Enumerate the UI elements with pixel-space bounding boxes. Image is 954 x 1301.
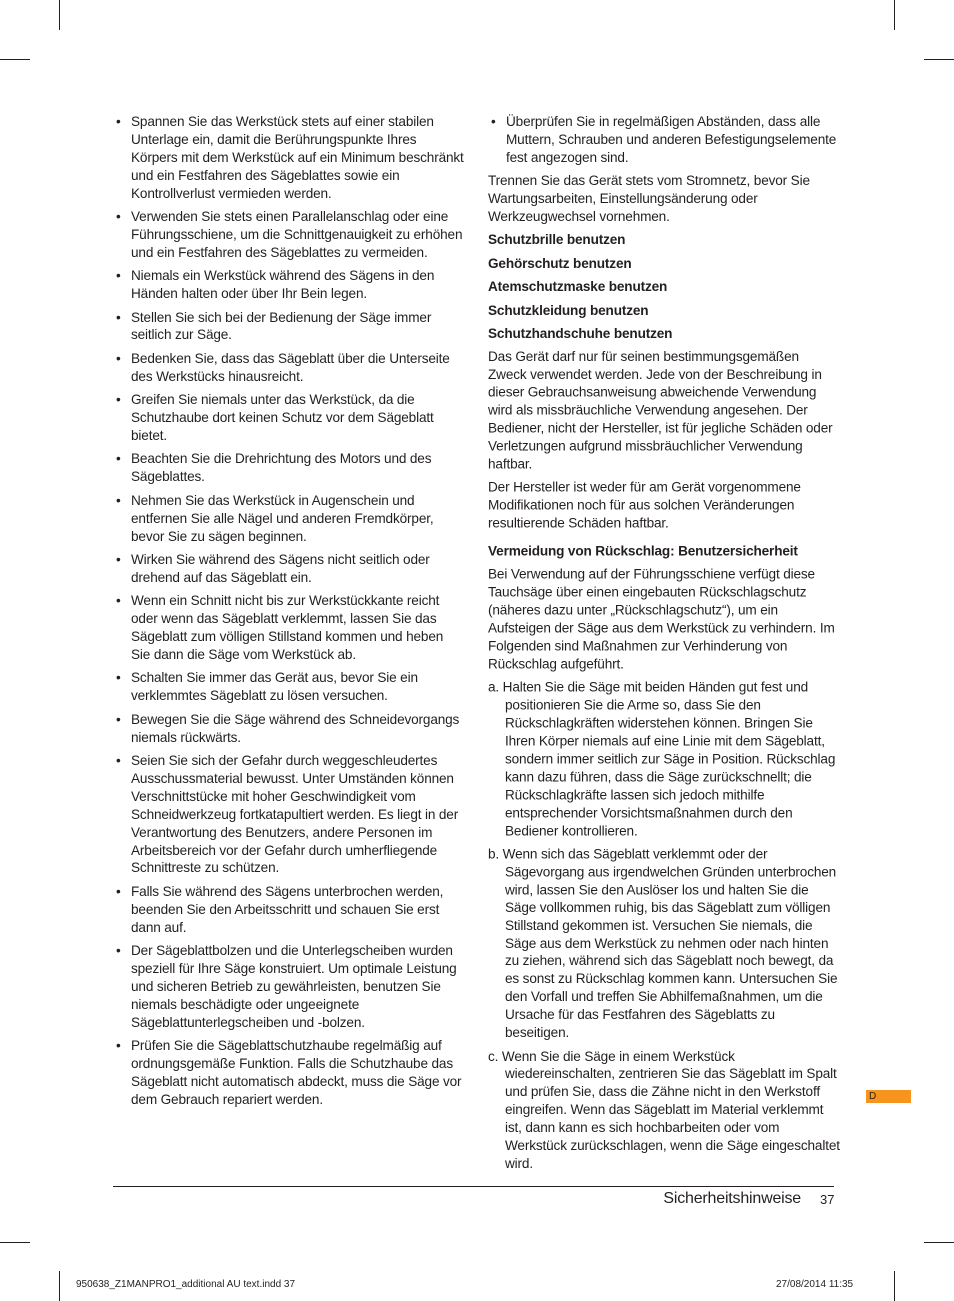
- crop-mark: [924, 1242, 954, 1243]
- crop-mark: [59, 0, 60, 30]
- list-item: • Seien Sie sich der Gefahr durch weggeschleudertes Ausschussmaterial bewusst. Unter Umständen können Verschnittstücke mit hoher Geschwindigkeit vom Schneidwerkzeug fortkatapultiert werden. Es liegt in der Verantwortung des Benutzers, andere Personen im Arbeitsbereich vor der Gefahr durch umherfliegende Schnittreste zu schützen.: [113, 752, 465, 877]
- safety-bullet-list: [113, 113, 465, 1109]
- print-slug-date: 27/08/2014 11:35: [776, 1279, 854, 1290]
- crop-mark: [0, 1242, 30, 1243]
- list-item: • Beachten Sie die Drehrichtung des Motors und des Sägeblattes.: [113, 450, 465, 486]
- kickback-item-a: a. Halten Sie die Säge mit beiden Händen gut fest und positionieren Sie die Arme so, dass Sie den Rückschlagkräften widerstehen können. Bringen Sie Ihren Körper niemals auf eine Linie mit dem Sägeblatt, sondern immer seitlich zur Säge in Position. Rückschlag kann dazu führen, dass die Säge zurückschnellt; die Rückschlagkräfte lassen sich jedoch mithilfe entsprechender Vorsichtsmaßnahmen durch den Bediener kontrollieren.: [488, 679, 836, 838]
- crop-mark: [924, 59, 954, 60]
- heading-dust-mask: Atemschutzmaske benutzen: [488, 279, 668, 295]
- crop-mark: [0, 59, 30, 60]
- list-item: • Stellen Sie sich bei der Bedienung der Säge immer seitlich zur Säge.: [113, 309, 465, 345]
- list-item: • Bewegen Sie die Säge während des Schneidevorgangs niemals rückwärts.: [113, 711, 465, 747]
- language-tab: D: [866, 1090, 911, 1103]
- footer-section-title: Sicherheitshinweise: [663, 1190, 801, 1207]
- list-item: • Überprüfen Sie in regelmäßigen Abständen, dass alle Muttern, Schrauben und anderen Befestigungselemente fest angezogen sind.: [488, 113, 840, 167]
- heading-protective-gloves: Schutzhandschuhe benutzen: [488, 325, 673, 341]
- footer-divider: [113, 1186, 834, 1187]
- heading-kickback: Vermeidung von Rückschlag: Benutzersicherheit: [488, 543, 798, 559]
- maintenance-bullet-list: [488, 113, 840, 167]
- kickback-item-c: c. Wenn Sie die Säge in einem Werkstück wiedereinschalten, zentrieren Sie das Sägeblatt im Spalt und prüfen Sie, dass die Zähne nicht in den Werkstoff eingreifen. Wenn das Sägeblatt im Material verklemmt ist, dann kann es sich hochbarbeiten oder vom Werkstück zurückschlagen, wenn die Säge eingeschaltet wird.: [488, 1048, 840, 1171]
- list-item: • Prüfen Sie die Sägeblattschutzhaube regelmäßig auf ordnungsgemäße Funktion. Falls die Schutzhaube das Sägeblatt nicht automatisch abdeckt, muss die Säge vor dem Gebrauch repariert werden.: [113, 1037, 465, 1109]
- crop-mark: [894, 1271, 895, 1301]
- heading-safety-glasses: Schutzbrille benutzen: [488, 232, 626, 248]
- page-number: 37: [820, 1192, 835, 1207]
- list-item: • Verwenden Sie stets einen Parallelanschlag oder eine Führungsschiene, um die Schnittgenauigkeit zu erhöhen und ein Festfahren des Sägeblattes zu vermeiden.: [113, 208, 465, 262]
- list-item: • Niemals ein Werkstück während des Sägens in den Händen halten oder über Ihr Bein legen.: [113, 267, 465, 303]
- list-item: • Falls Sie während des Sägens unterbrochen werden, beenden Sie den Arbeitsschritt und schauen Sie erst dann auf.: [113, 883, 465, 937]
- kickback-item-b: b. Wenn sich das Sägeblatt verklemmt oder der Sägevorgang aus irgendwelchen Gründen unterbrochen wird, lassen Sie den Auslöser los und halten Sie die Säge vollkommen ruhig, bis das Sägeblatt zum völligen Stillstand gekommen ist. Versuchen Sie niemals, die Säge aus dem Werkstück zu nehmen oder nach hinten zu ziehen, während sich das Sägeblatt noch bewegt, da es sonst zu Rückschlag kommen kann. Untersuchen Sie den Vorfall und treffen Sie Abhilfemaßnahmen, um die Ursache für das Festfahren des Sägeblatts zu beseitigen.: [488, 846, 838, 1041]
- crop-mark: [894, 0, 895, 30]
- list-item: • Spannen Sie das Werkstück stets auf einer stabilen Unterlage ein, damit die Berührungspunkte Ihres Körpers mit dem Werkstück auf ein Minimum beschränkt und ein Festfahren des Sägeblattes sowie ein Kontrollverlust vermieden werden.: [113, 113, 465, 203]
- list-item: • Der Sägeblattbolzen und die Unterlegscheiben wurden speziell für Ihre Säge konstruiert. Um optimale Leistung und sicheren Betrieb zu gewährleisten, benutzen Sie niemals beschädigte oder ungeeignete Sägeblattunterlegscheiben und -bolzen.: [113, 942, 465, 1032]
- list-item: • Wirken Sie während des Sägens nicht seitlich oder drehend auf das Sägeblatt ein.: [113, 551, 465, 587]
- list-item: • Bedenken Sie, dass das Sägeblatt über die Unterseite des Werkstücks hinausreicht.: [113, 350, 465, 386]
- heading-protective-clothing: Schutzkleidung benutzen: [488, 302, 649, 318]
- list-item: • Nehmen Sie das Werkstück in Augenschein und entfernen Sie alle Nägel und anderen Fremdkörper, bevor Sie zu sägen beginnen.: [113, 492, 465, 546]
- list-item: • Schalten Sie immer das Gerät aus, bevor Sie ein verklemmtes Sägeblatt zu lösen versuchen.: [113, 669, 465, 705]
- paragraph-kickback-intro: Bei Verwendung auf der Führungsschiene verfügt diese Tauchsäge über einen eingebauten Rückschlagschutz (näheres dazu unter „Rückschlagschutz“), um ein Aufsteigen der Säge aus dem Werkstück zu verhindern. Im Folgenden sind Maßnahmen zur Verhinderung von Rückschlag aufgeführt.: [488, 567, 835, 672]
- print-slug-file: 950638_Z1MANPRO1_additional AU text.indd 37: [76, 1279, 296, 1290]
- crop-mark: [59, 1271, 60, 1301]
- paragraph-intended-use: Das Gerät darf nur für seinen bestimmungsgemäßen Zweck verwendet werden. Jede von der Beschreibung in dieser Gebrauchsanweisung abweichende Verwendung wird als missbräuchliche Verwendung angesehen. Der Bediener, nicht der Hersteller, ist für jegliche Schäden oder Verletzungen aufgrund missbräuchlicher Verwendung haftbar.: [488, 349, 833, 472]
- list-item: • Greifen Sie niemals unter das Werkstück, da die Schutzhaube dort keinen Schutz vor dem Sägeblatt bietet.: [113, 391, 465, 445]
- paragraph-manufacturer-liability: Der Hersteller ist weder für am Gerät vorgenommene Modifikationen noch für aus solchen Veränderungen resultierende Schäden haftbar.: [488, 479, 801, 531]
- right-column: [488, 113, 840, 1178]
- paragraph-disconnect: Trennen Sie das Gerät stets vom Stromnetz, bevor Sie Wartungsarbeiten, Einstellungsänderung oder Werkzeugwechsel vornehmen.: [488, 173, 810, 224]
- list-item: • Wenn ein Schnitt nicht bis zur Werkstückkante reicht oder wenn das Sägeblatt verklemmt, lassen Sie das Sägeblatt zum völligen Stillstand kommen und heben Sie dann die Säge vom Werkstück ab.: [113, 592, 465, 664]
- left-column: [113, 113, 465, 1114]
- heading-ear-protection: Gehörschutz benutzen: [488, 255, 632, 271]
